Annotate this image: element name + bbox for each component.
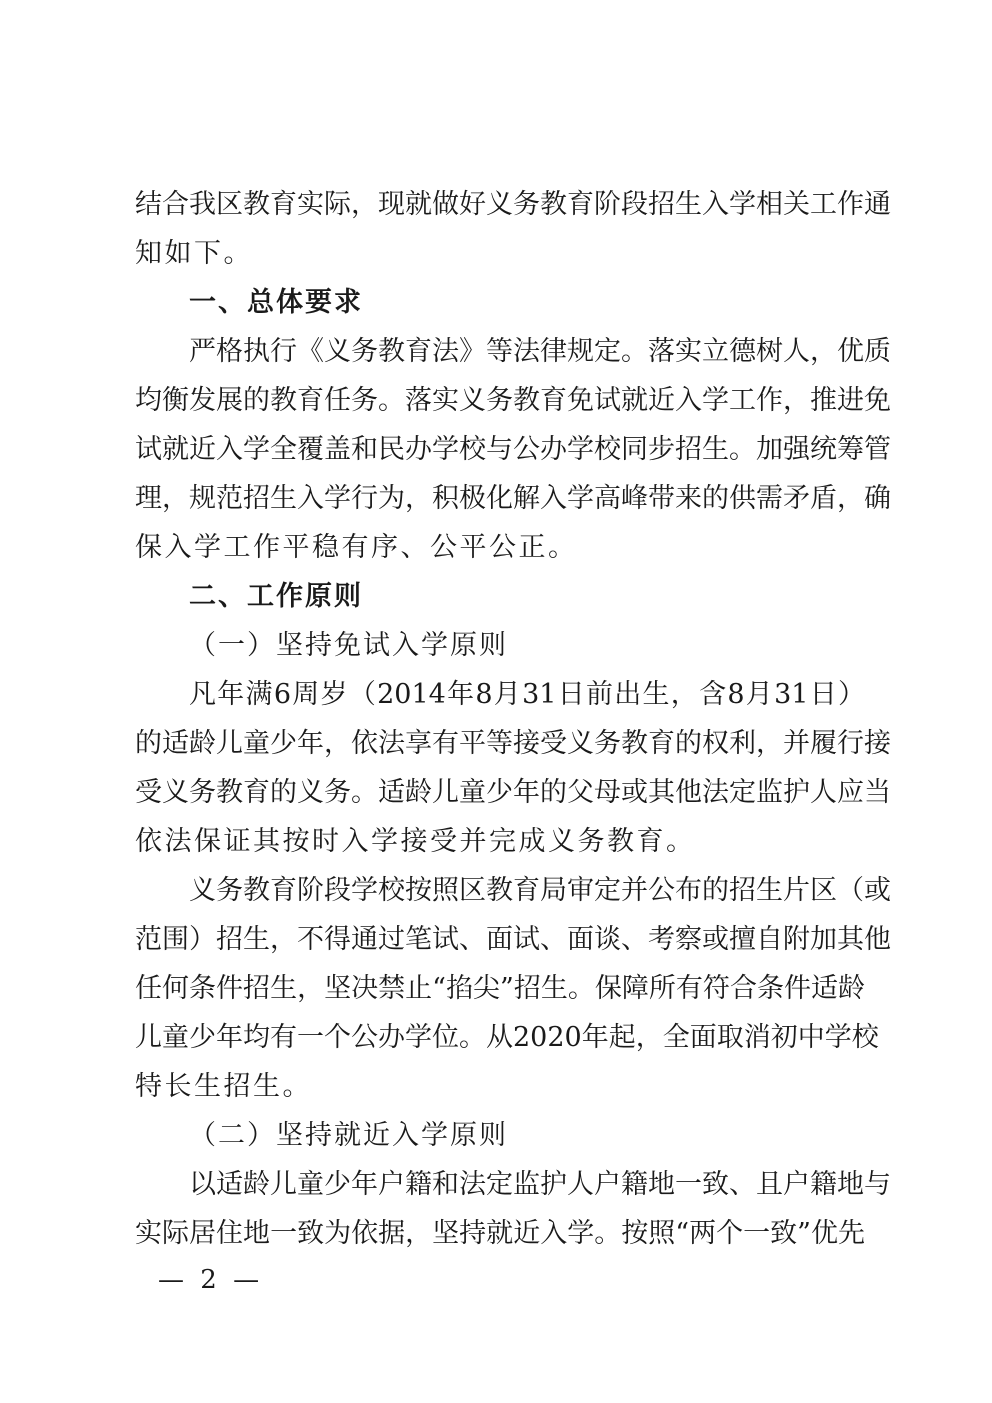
- paragraph-line: 的适龄儿童少年，依法享有平等接受义务教育的权利，并履行接: [135, 728, 891, 759]
- subsection-heading-nearby: （二）坚持就近入学原则: [189, 1120, 508, 1151]
- paragraph-line: 凡年满6周岁（2014年8月31日前出生，含8月31日）: [189, 679, 865, 710]
- paragraph-line: 均衡发展的教育任务。落实义务教育免试就近入学工作，推进免: [135, 385, 891, 416]
- section-heading-overall-requirements: 一、总体要求: [189, 287, 363, 318]
- paragraph-line: 结合我区教育实际，现就做好义务教育阶段招生入学相关工作通: [135, 189, 891, 220]
- paragraph-line: 范围）招生，不得通过笔试、面试、面谈、考察或擅自附加其他: [135, 924, 891, 955]
- paragraph-line: 严格执行《义务教育法》等法律规定。落实立德树人，优质: [189, 336, 891, 367]
- paragraph-line: 以适龄儿童少年户籍和法定监护人户籍地一致、且户籍地与: [189, 1169, 891, 1200]
- paragraph-line: 特长生招生。: [135, 1071, 312, 1102]
- paragraph-line: 受义务教育的义务。适龄儿童少年的父母或其他法定监护人应当: [135, 777, 891, 808]
- section-heading-work-principles: 二、工作原则: [189, 581, 363, 612]
- paragraph-line: 实际居住地一致为依据，坚持就近入学。按照“两个一致”优先: [135, 1218, 865, 1249]
- document-body: [135, 180, 891, 1258]
- paragraph-line: 知如下。: [135, 238, 253, 269]
- subsection-heading-exam-free: （一）坚持免试入学原则: [189, 630, 508, 661]
- paragraph-line: 任何条件招生，坚决禁止“掐尖”招生。保障所有符合条件适龄: [135, 973, 865, 1004]
- paragraph-line: 理，规范招生入学行为，积极化解入学高峰带来的供需矛盾，确: [135, 483, 891, 514]
- page-number: — 2 —: [158, 1265, 264, 1295]
- paragraph-line: 保入学工作平稳有序、公平公正。: [135, 532, 578, 563]
- paragraph-line: 试就近入学全覆盖和民办学校与公办学校同步招生。加强统筹管: [135, 434, 891, 465]
- paragraph-line: 依法保证其按时入学接受并完成义务教育。: [135, 826, 696, 857]
- paragraph-line: 儿童少年均有一个公办学位。从2020年起，全面取消初中学校: [135, 1022, 879, 1053]
- paragraph-line: 义务教育阶段学校按照区教育局审定并公布的招生片区（或: [189, 875, 891, 906]
